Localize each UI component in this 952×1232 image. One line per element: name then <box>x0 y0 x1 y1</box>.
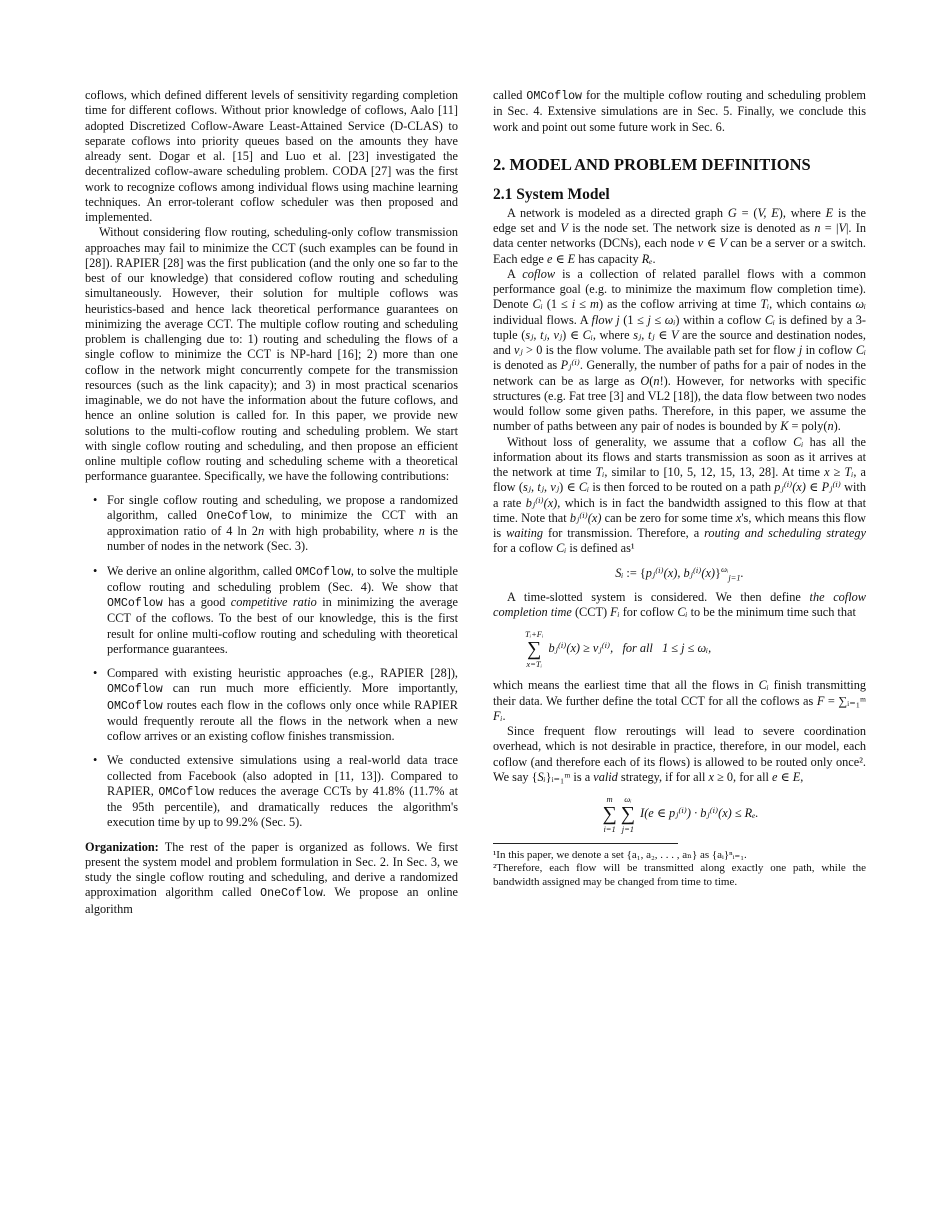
text-run: ). <box>833 419 841 434</box>
text-run: !). However, for networks with specific structures (e.g. Fat tree [3] and VL2 [18]), the data flow between two nodes would follow some given paths. Therefore, in this paper, we assume the number of paths between any pair of nodes is bounded by <box>493 373 866 434</box>
math-or-emphasis: V <box>838 221 846 235</box>
text-run: is a collection of related parallel flows with a common performance goal (e.g. to minimize the maximum flow completion time). Denote <box>493 266 866 312</box>
text-run: , which is in fact the bandwidth assigned to this flow at that time. Note that <box>493 495 866 525</box>
math-or-emphasis: j <box>647 312 651 327</box>
math-or-emphasis: waiting <box>506 526 544 540</box>
paragraph-coflow <box>493 267 866 435</box>
bold-run: Organization: <box>85 839 159 854</box>
math-or-emphasis: competitive ratio <box>230 595 317 609</box>
contribution-item <box>107 564 458 658</box>
text-run: is the node set. The network size is denoted as <box>567 221 815 235</box>
text-run: = | <box>820 221 839 235</box>
text-run: is denoted as <box>493 358 561 373</box>
math-or-emphasis: vⱼ <box>514 343 523 357</box>
text-run: . Generally, the number of paths for a pair of nodes in the network can be as large as <box>493 358 866 388</box>
text-run: , a flow ( <box>493 465 866 495</box>
math-or-emphasis: ωᵢ <box>664 312 676 327</box>
math-or-emphasis: bⱼ⁽ⁱ⁾(x) <box>525 495 558 510</box>
math-or-emphasis: x <box>735 510 742 525</box>
text-run: A <box>507 266 523 281</box>
contribution-item <box>107 666 458 744</box>
eq-close: } <box>715 565 721 580</box>
math-or-emphasis: Pⱼ⁽ⁱ⁾ <box>821 480 841 495</box>
sum-lower: x=Tᵢ <box>526 659 542 670</box>
text-run: , where <box>592 327 634 342</box>
code-term: OMCoflow <box>107 683 163 697</box>
text-run: for transmission. Therefore, a <box>543 526 705 540</box>
text-run: is the edge set and <box>493 205 866 235</box>
math-or-emphasis: Tᵢ <box>844 465 854 479</box>
text-run: ∈ <box>777 769 793 784</box>
text-run: }ᵢ₌₁ᵐ is a <box>545 769 594 784</box>
subsection-heading: 2.1 System Model <box>493 185 610 203</box>
math-or-emphasis: Fᵢ <box>610 605 620 619</box>
text-run: ≥ <box>829 465 845 479</box>
text-run: The rest of the paper is organized as follows. We first present the system model and problem formulation in Sec. 2. In Sec. 3, we study the single coflow routing and scheduling, and derive a randomized approximation algorithm called <box>85 839 458 900</box>
text-run: is defined by a 3-tuple ( <box>493 312 866 342</box>
math-or-emphasis: V <box>560 221 568 235</box>
footnote-rule <box>493 843 678 844</box>
math-or-emphasis: Cᵢ <box>532 297 543 312</box>
math-or-emphasis: ωᵢ <box>855 297 866 312</box>
math-or-emphasis: sⱼ, tⱼ, vⱼ <box>525 327 563 342</box>
section-heading: 2. MODEL AND PROBLEM DEFINITIONS <box>493 154 811 174</box>
eq-end: . <box>740 565 744 580</box>
math-or-emphasis: E <box>792 769 801 784</box>
sum-upper: m <box>606 794 613 804</box>
text-run: Compared with existing heuristic approaches (e.g., RAPIER [28]), <box>107 666 458 680</box>
math-or-emphasis: V, E <box>757 205 779 220</box>
summation <box>525 629 543 669</box>
math-or-emphasis: j <box>798 343 803 357</box>
text-run: ( <box>649 373 654 388</box>
eq-op: := { <box>623 565 646 580</box>
eq-lhs: Sᵢ <box>615 565 624 580</box>
summation-j <box>621 794 635 834</box>
math-or-emphasis: K <box>780 419 789 434</box>
text-run: with a rate <box>493 480 867 510</box>
paragraph-total-cct <box>493 678 866 724</box>
text-run: routes each flow in the coflows only once while RAPIER would frequently reroute all the flows in the network when a new coflow arrives or an existing coflow finishes transmission. <box>107 697 458 743</box>
text-run: (1 ≤ <box>542 297 572 312</box>
text-run: . <box>652 251 656 266</box>
contribution-item <box>107 493 458 555</box>
sum-symbol: ∑ <box>620 803 636 825</box>
math-or-emphasis: n <box>827 419 834 434</box>
left-column <box>85 88 458 917</box>
sum-upper: Tᵢ+Fᵢ <box>525 629 544 640</box>
text-run: has all the information about its flows and starts transmission as soon as it arrives at the network at time <box>493 434 866 479</box>
text-run: has a good <box>162 595 231 609</box>
math-or-emphasis: pⱼ⁽ⁱ⁾(x) <box>774 480 806 495</box>
math-or-emphasis: Sᵢ <box>537 769 546 784</box>
text-run: ∈ <box>805 480 822 495</box>
math-or-emphasis: G <box>727 205 737 220</box>
math-or-emphasis: e <box>546 251 553 266</box>
text-run: is defined as¹ <box>566 541 635 556</box>
paragraph-organization <box>85 840 458 917</box>
code-term: OMCoflow <box>107 699 163 713</box>
text-run: 's, which means this flow is <box>493 510 866 540</box>
text-run: We derive an online algorithm, called <box>107 563 296 578</box>
math-or-emphasis: Cᵢ <box>677 605 688 619</box>
text-run: , similar to [10, 5, 12, 15, 13, 28]. At time <box>604 465 825 479</box>
summation-i <box>602 794 616 834</box>
text-run: reduces the average CCTs by 41.8% (11.7% at the 95th percentile), and dramatically reduces the algorithm's execution time by up to 99.2% (Sec. 5). <box>107 783 458 830</box>
paragraph-network <box>493 206 866 267</box>
text-run: called <box>493 88 527 102</box>
text-run: with high probability, where <box>264 524 419 538</box>
text-run: has capacity <box>575 251 642 266</box>
math-or-emphasis: n <box>814 221 821 235</box>
text-run: (1 ≤ <box>619 312 648 327</box>
text-run: finish transmitting their data. We further define the total CCT for all the coflows as <box>493 678 866 708</box>
text-run: individual flows. A <box>493 312 592 327</box>
math-or-emphasis: Fᵢ <box>493 708 503 723</box>
math-or-emphasis: V <box>671 327 679 342</box>
text-run: ), where <box>778 205 826 220</box>
math-or-emphasis: sⱼ, tⱼ <box>633 327 655 342</box>
text-run: can be a server or a switch. Each edge <box>493 236 866 266</box>
text-run: |. In data center networks (DCNs), each node <box>493 221 866 251</box>
math-or-emphasis: Cᵢ <box>855 343 866 357</box>
sum-lower: i=1 <box>603 824 616 834</box>
math-or-emphasis: Cᵢ <box>578 480 590 495</box>
text-run: = ∑ᵢ₌₁ᵐ <box>824 693 866 708</box>
text-run: Without considering flow routing, scheduling-only coflow transmission approaches may fail to minimize the CCT (such examples can be found in [28]). RAPIER [28] was the first publication (and the only one so far to the best of our knowledge) that considered coflow routing and scheduling simultaneously. However, their solution for multiple coflows was heuristics-based and hence lack theoretical performance guarantees on minimizing the average CCT. The multiple coflow routing and scheduling problem is challenging due to: 1) routing and scheduling the flows of a single coflow to minimize the CCT is NP-hard [16]; 2) more than one coflow in the network might concurrently compete for the transmission resources (such as the link capacity); and 3) in most practical scenarios imaginable, we do not have the information about the future coflows, and hence an online solution is called for. In this paper, we provide new solutions to the multi-coflow routing and scheduling problem. We start with single coflow routing and scheduling, and then propose an efficient online multiple coflow routing and scheduling scheme with a theoretical performance guarantee. Specifically, we have the following contributions: <box>85 225 458 484</box>
text-run: for coflow <box>619 605 678 619</box>
text-run: is the number of nodes in the network (Sec. 3). <box>107 524 458 554</box>
equation-cct <box>493 629 866 669</box>
math-or-emphasis: Cᵢ <box>582 327 593 342</box>
math-or-emphasis: bⱼ⁽ⁱ⁾(x) <box>569 510 602 525</box>
code-term: OneCoflow <box>206 509 270 523</box>
math-or-emphasis: valid <box>593 769 618 784</box>
sum-symbol: ∑ <box>602 803 617 825</box>
math-or-emphasis: n <box>653 373 660 388</box>
text-run: ∈ <box>552 251 568 266</box>
eq-sub: j=1 <box>728 571 741 582</box>
sum-upper: ωᵢ <box>624 794 632 804</box>
math-or-emphasis: e <box>772 769 778 784</box>
text-run: ) as the coflow arriving at time <box>598 297 761 312</box>
eq-condition: for all <box>622 641 653 656</box>
text-run: , to solve the multiple coflow routing and scheduling problem (Sec. 4). We show that <box>107 563 458 594</box>
text-run: ∈ <box>703 236 720 251</box>
math-or-emphasis: coflow <box>522 266 556 281</box>
text-run: in coflow <box>802 343 856 357</box>
math-or-emphasis: i <box>571 297 576 312</box>
text-run: ≤ <box>650 312 665 327</box>
text-run: can run much more efficiently. More importantly, <box>162 681 458 696</box>
math-or-emphasis: Cᵢ <box>758 678 769 693</box>
text-run: ≤ <box>575 297 591 312</box>
math-or-emphasis: Rₑ <box>641 251 653 266</box>
text-run: in minimizing the average CCT of the coflows. To the best of our knowledge, this is the first result for online multi-coflow routing and scheduling with theoretical performance guarantees. <box>107 595 458 656</box>
paragraph-organization-cont <box>493 88 866 135</box>
code-term: OMCoflow <box>107 597 163 610</box>
text-run: , to minimize the CCT with an approximation ratio of 4 ln 2 <box>107 507 459 538</box>
math-or-emphasis: n <box>418 524 425 538</box>
text-run: = poly( <box>788 419 828 434</box>
code-term: OMCoflow <box>158 785 215 799</box>
text-run: coflows, which defined different levels of sensitivity regarding completion time for different coflows. Without prior knowledge of coflows, Aalo [11] adopted Discretized Coflow-Aware Least-Attained Service (D-CLAS) to separate coflows into priority queues based on the amounts they have already sent. Dogar et al. [15] and Luo et al. [23] investigated the decentralized coflow-aware scheduling problem. CODA [27] was the first work to recognize coflows among individual flows using machine learning techniques. An error-tolerant coflow scheduler was then proposed and implemented. <box>85 88 458 224</box>
text-run: can be zero for some time <box>601 510 736 525</box>
right-column <box>493 88 866 889</box>
math-or-emphasis: V <box>719 236 727 251</box>
math-or-emphasis: Cᵢ <box>764 312 776 327</box>
math-or-emphasis: Cᵢ <box>556 541 567 556</box>
math-or-emphasis: x <box>708 769 715 784</box>
text-run: are the source and destination nodes, and <box>493 327 866 357</box>
math-or-emphasis: F <box>816 693 825 708</box>
text-run: strategy, if for all <box>617 769 709 784</box>
text-run: ) within a coflow <box>675 312 765 327</box>
text-run: Without loss of generality, we assume that a coflow <box>507 434 794 449</box>
eq-body: bⱼ⁽ⁱ⁾(x) ≥ vⱼ⁽ⁱ⁾, <box>548 641 614 656</box>
math-or-emphasis: E <box>567 251 576 266</box>
text-run: We conducted extensive simulations using a real-world data trace collected from Facebook (also adopted in [11, 13]). Compared to RAPIER, <box>107 753 458 798</box>
text-run: ) ∈ <box>559 480 579 495</box>
eq-sup: ωᵢ <box>720 563 729 574</box>
equation-capacity <box>493 794 866 834</box>
text-run: , which contains <box>769 297 856 312</box>
text-run: Since frequent flow reroutings will lead to severe coordination overhead, which is not desirable in practice, therefore, in our model, each coflow (and therefore each of its flows) is allowed to be routed only once². We say { <box>493 724 866 784</box>
text-run: ≥ 0, for all <box>714 769 772 784</box>
text-run: which means the earliest time that all the flows in <box>493 678 759 693</box>
text-run: (CCT) <box>571 605 611 619</box>
math-or-emphasis: the coflow completion time <box>493 589 866 619</box>
paragraph-related-work <box>85 88 458 225</box>
eq-body: pⱼ⁽ⁱ⁾(x), bⱼ⁽ⁱ⁾(x) <box>645 565 716 580</box>
math-or-emphasis: m <box>590 297 599 312</box>
math-or-emphasis: Cᵢ <box>793 434 804 449</box>
math-or-emphasis: sⱼ, tⱼ, vⱼ <box>522 480 560 495</box>
math-or-emphasis: v <box>697 236 704 251</box>
math-or-emphasis: O <box>640 373 650 388</box>
math-or-emphasis: flow j <box>591 312 620 327</box>
sum-symbol: ∑ <box>527 638 542 661</box>
code-term: OMCoflow <box>526 90 583 103</box>
eq-range: 1 ≤ j ≤ ωᵢ, <box>662 641 712 656</box>
contribution-item <box>107 753 458 830</box>
math-or-emphasis: Pⱼ⁽ⁱ⁾ <box>560 358 580 373</box>
eq-body: I(e ∈ pⱼ⁽ⁱ⁾) · bⱼ⁽ⁱ⁾(x) ≤ Rₑ. <box>640 805 759 820</box>
text-run: For single coflow routing and scheduling, we propose a randomized algorithm, called <box>107 492 458 522</box>
text-run: A network is modeled as a directed graph <box>507 205 728 220</box>
math-or-emphasis: x <box>824 465 830 479</box>
paragraph-strategy <box>493 435 866 557</box>
math-or-emphasis: Tᵢ <box>595 465 605 479</box>
footnote-1: ¹In this paper, we denote a set {a₁, a₂, . . . , aₙ} as {aᵢ}ⁿᵢ₌₁. <box>493 849 747 861</box>
text-run: for the multiple coflow routing and scheduling problem in Sec. 4. Extensive simulations are in Sec. 5. Finally, we conclude this work and point out some future work in Sec. 6. <box>493 88 866 134</box>
text-run: is then forced to be routed on a path <box>589 480 775 495</box>
text-run: > 0 is the flow volume. The available path set for flow <box>522 343 799 357</box>
text-run: A time-slotted system is considered. We then define <box>507 589 810 604</box>
math-or-emphasis: n <box>257 524 265 538</box>
text-run: ) ∈ <box>562 327 583 342</box>
text-run: ∈ <box>654 327 672 342</box>
footnote-2: ²Therefore, each flow will be transmitted along exactly one path, while the bandwidth assigned may be changed from time to time. <box>493 862 866 888</box>
code-term: OMCoflow <box>295 565 351 579</box>
text-run: = ( <box>736 205 758 220</box>
text-run: for a coflow <box>493 541 557 556</box>
math-or-emphasis: E <box>825 205 834 220</box>
code-term: OneCoflow <box>260 887 323 901</box>
text-run: to be the minimum time such that <box>687 605 856 619</box>
text-run: , <box>800 769 804 784</box>
math-or-emphasis: routing and scheduling strategy <box>704 526 866 540</box>
contributions-list <box>85 493 458 831</box>
sum-lower: j=1 <box>621 824 635 834</box>
equation-strategy <box>493 563 866 582</box>
paragraph-cct <box>493 590 866 621</box>
math-or-emphasis: Tᵢ <box>760 297 770 312</box>
paragraph-motivation <box>85 225 458 484</box>
text-run: . <box>502 708 506 723</box>
paragraph-valid <box>493 724 866 785</box>
text-run: . We propose an online algorithm <box>85 885 458 916</box>
